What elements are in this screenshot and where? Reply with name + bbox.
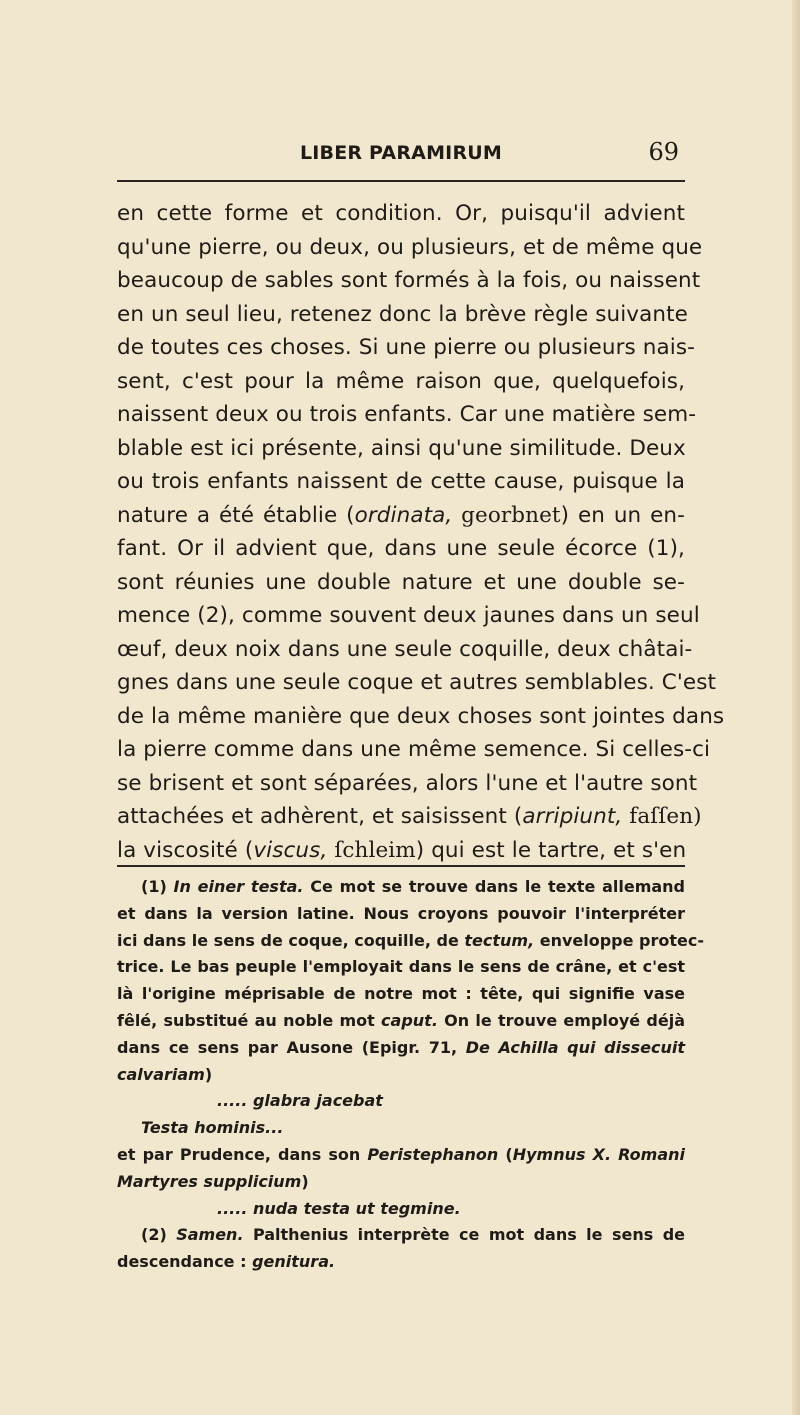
footnote-term: Hymnus X. Romani: [512, 1144, 685, 1164]
verse-line: [117, 1115, 685, 1142]
footnote-line: [117, 1008, 685, 1035]
footnote-line: [117, 1142, 685, 1169]
footnote-text: fêlé, substitué au noble mot: [117, 1010, 382, 1030]
verse-line: [117, 1088, 685, 1115]
footnote-line: [117, 928, 705, 955]
footnote-text: (: [498, 1144, 513, 1164]
footnote-text: et par Prudence, dans son: [117, 1144, 368, 1164]
footnote-text: ): [301, 1171, 309, 1191]
footnote-line: trice. Le bas peuple l'employait dans le sens de crâne, et c'est: [117, 957, 685, 977]
footnote-term: tectum,: [464, 930, 535, 950]
german-term: ſchleim: [334, 837, 416, 863]
german-term: faſſen): [629, 804, 702, 829]
body-text-span: la viscosité (: [117, 837, 254, 863]
footnote-line: [117, 1062, 685, 1089]
footnote-line: et dans la version latine. Nous croyons pouvoir l'interpréter: [117, 903, 685, 923]
footnote-line: [117, 1035, 685, 1062]
footnote-text: Palthenius interprète ce mot dans le sens de: [243, 1225, 685, 1245]
footnote-term: Martyres supplicium: [117, 1171, 302, 1191]
footnote-text: dans ce sens par Ausone (Epigr. 71,: [117, 1037, 466, 1057]
footnote-text: On le trouve employé déjà: [437, 1010, 685, 1030]
body-line: gnes dans une seule coque et autres semblables. C'est: [117, 670, 717, 695]
body-line: sent, c'est pour la même raison que, quelquefois,: [117, 368, 685, 394]
body-line: fant. Or il advient que, dans une seule écorce (1),: [117, 536, 685, 561]
footnote-term: De Achilla qui dissecuit: [465, 1037, 686, 1057]
footnote-number: (1): [141, 877, 174, 896]
footnote-number: (2): [141, 1225, 177, 1245]
body-line: mence (2), comme souvent deux jaunes dans un seul: [117, 603, 700, 628]
footnote-line: [117, 1222, 685, 1249]
footnote-text: descendance :: [117, 1252, 253, 1272]
body-line: la pierre comme dans une même semence. Si celles-ci: [117, 737, 711, 762]
footnote-line: [117, 1169, 685, 1196]
body-line: [117, 834, 685, 868]
page-edge: [792, 0, 800, 1415]
verse-text: ..... glabra jacebat: [217, 1091, 383, 1111]
footnote-term: Samen.: [176, 1225, 244, 1245]
german-term: georbnet: [461, 502, 561, 528]
footnote-line: [117, 874, 685, 901]
footnote-term: In einer testa.: [173, 877, 304, 896]
footnote-term: caput.: [381, 1010, 438, 1030]
running-title: LIBER PARAMIRUM: [299, 142, 503, 164]
header-rule: [117, 180, 685, 182]
footnote-line: là l'origine méprisable de notre mot : tête, qui signifie vase: [117, 984, 685, 1004]
footnote-text: ): [204, 1064, 213, 1084]
body-line: [117, 499, 685, 533]
body-line: en un seul lieu, retenez donc la brève règle suivante: [117, 301, 688, 327]
body-line: ou trois enfants naissent de cette cause, puisque la: [117, 469, 685, 494]
body-text: [117, 197, 725, 867]
body-line: de toutes ces choses. Si une pierre ou plusieurs nais-: [117, 335, 696, 360]
verse-text: Testa hominis...: [141, 1118, 284, 1138]
footnote-text: Ce mot se trouve dans le texte allemand: [303, 877, 686, 896]
body-text-span: nature a été établie (: [117, 502, 355, 528]
body-line: œuf, deux noix dans une seule coquille, deux châtai-: [117, 636, 693, 662]
body-text-span: attachées et adhèrent, et saisissent (: [117, 804, 523, 829]
page-number: 69: [648, 138, 679, 166]
body-text-span: ) en un en-: [560, 502, 685, 528]
footnote-line: [117, 1249, 685, 1276]
body-line: se brisent et sont séparées, alors l'une et l'autre sont: [117, 770, 698, 796]
footnotes: [117, 874, 705, 1276]
footnote-text: ici dans le sens de coque, coquille, de: [117, 930, 465, 950]
running-head: [117, 138, 685, 174]
latin-term: ordinata,: [354, 502, 453, 528]
body-line: en cette forme et condition. Or, puisqu'il advient: [117, 201, 685, 226]
body-text-span: ) qui est le tartre, et s'en: [415, 837, 687, 863]
body-line: blable est ici présente, ainsi qu'une similitude. Deux: [117, 435, 686, 461]
verse-text: ..... nuda testa ut tegmine.: [217, 1198, 461, 1218]
body-line: qu'une pierre, ou deux, ou plusieurs, et de même que: [117, 234, 703, 260]
body-line: beaucoup de sables sont formés à la fois, ou naissent: [117, 268, 701, 293]
footnote-term: genitura.: [252, 1252, 336, 1272]
body-line: de la même manière que deux choses sont jointes dans: [117, 703, 725, 729]
footnote-term: calvariam: [117, 1064, 205, 1084]
verse-line: [117, 1196, 685, 1223]
footnote-rule: [117, 865, 685, 867]
footnote-text: enveloppe protec-: [534, 930, 705, 950]
latin-term: viscus,: [253, 837, 328, 863]
body-line: [117, 800, 702, 834]
footnote-term: Peristephanon: [367, 1144, 499, 1164]
body-line: sont réunies une double nature et une double se-: [117, 569, 685, 595]
latin-term: arripiunt,: [522, 804, 623, 829]
body-line: naissent deux ou trois enfants. Car une matière sem-: [117, 402, 697, 427]
